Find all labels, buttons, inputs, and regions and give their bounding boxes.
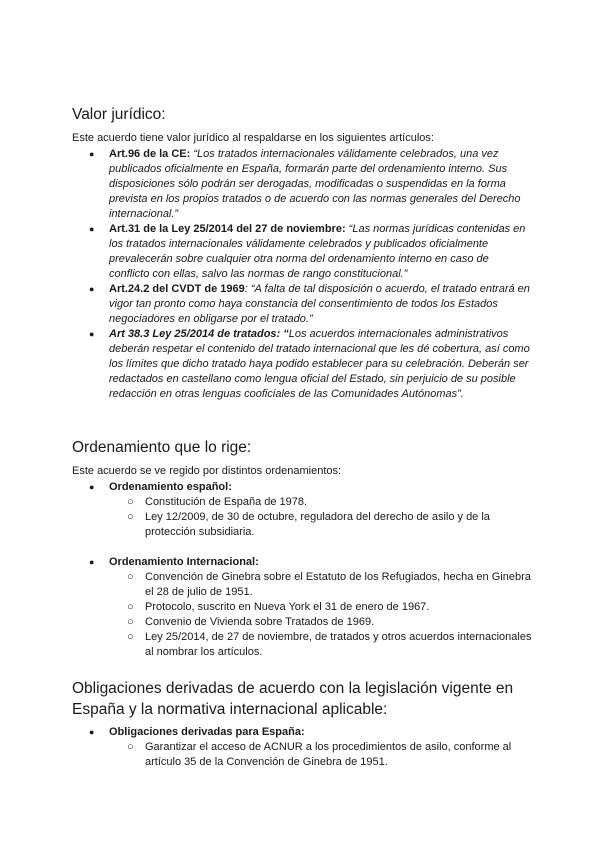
sub-item-text: Ley 12/2009, de 30 de octubre, reguladora del derecho de asilo y de la protección subsidiaria. <box>145 511 490 538</box>
sub-list <box>72 740 532 770</box>
sub-list-item <box>72 570 532 600</box>
article-quote: : “A falta de tal disposición o acuerdo, el tratado entrará en vigor tan pronto como haya constancia del consentimiento de todos los Estados negociadores en obligarse por el tratado.” <box>109 283 530 325</box>
ordenamientos-list <box>72 480 532 660</box>
bullet-icon: ● <box>89 224 95 234</box>
bullet-icon: ● <box>89 284 95 294</box>
articles-list <box>72 147 532 402</box>
article-label: Art.24.2 del CVDT de 1969 <box>109 283 245 295</box>
section-intro: Este acuerdo se ve regido por distintos ordenamientos: <box>72 465 342 477</box>
list-item <box>72 222 532 282</box>
sub-item-text: Convenio de Vivienda sobre Tratados de 1969. <box>145 616 375 628</box>
sub-bullet-icon: ○ <box>127 496 134 508</box>
sub-bullet-icon: ○ <box>127 631 134 643</box>
sub-list-item <box>72 495 532 510</box>
list-item <box>72 327 532 402</box>
article-label: Art 38.3 Ley 25/2014 de tratados: “ <box>109 328 289 340</box>
list-item <box>72 555 532 660</box>
document-body <box>72 104 532 770</box>
sub-list <box>72 570 532 660</box>
list-item <box>72 147 532 222</box>
sub-bullet-icon: ○ <box>127 601 134 613</box>
sub-list-item <box>72 630 532 660</box>
sub-list-item <box>72 615 532 630</box>
bullet-icon: ● <box>89 149 95 159</box>
bullet-icon: ● <box>89 557 95 567</box>
sub-list-item <box>72 510 532 540</box>
article-quote: “Las normas jurídicas contenidas en los tratados internacionales válidamente celebrados y publicados oficialmente prevalecerán sobre cualquier otra norma del ordenamiento interno en caso de conflicto con ellas, salvo las normas de rango constitucional.” <box>109 223 526 280</box>
section-intro: Este acuerdo tiene valor jurídico al respaldarse en los siguientes artículos: <box>72 132 434 144</box>
sub-item-text: Protocolo, suscrito en Nueva York el 31 de enero de 1967. <box>145 601 430 613</box>
sub-bullet-icon: ○ <box>127 616 134 628</box>
sub-list <box>72 495 532 540</box>
group-label: Ordenamiento Internacional: <box>109 556 259 568</box>
article-quote: “Los tratados internacionales válidamente celebrados, una vez publicados oficialmente en España, formarán parte del ordenamiento interno. Sus disposiciones sólo podrán ser derogadas, modificadas o suspendidas en la forma prevista en los propios tratados o de acuerdo con las normas generales del Derecho internacional.” <box>109 148 521 220</box>
sub-item-text: Convención de Ginebra sobre el Estatuto de los Refugiados, hecha en Ginebra el 28 de julio de 1951. <box>145 571 531 598</box>
obligaciones-list <box>72 725 532 770</box>
list-item <box>72 480 532 540</box>
sub-item-text: Ley 25/2014, de 27 de noviembre, de tratados y otros acuerdos internacionales al nombrar los artículos. <box>145 631 532 658</box>
bullet-icon: ● <box>89 329 95 339</box>
sub-list-item <box>72 600 532 615</box>
list-item <box>72 282 532 327</box>
sub-item-text: Garantizar el acceso de ACNUR a los procedimientos de asilo, conforme al artículo 35 de la Convención de Ginebra de 1951. <box>145 741 512 768</box>
article-label: Art.96 de la CE: <box>109 148 191 160</box>
list-item <box>72 725 532 770</box>
bullet-icon: ● <box>89 482 95 492</box>
section-heading-ordenamiento: Ordenamiento que lo rige: <box>72 439 252 456</box>
sub-bullet-icon: ○ <box>127 741 134 753</box>
bullet-icon: ● <box>89 727 95 737</box>
section-heading-obligaciones: Obligaciones derivadas de acuerdo con la legislación vigente en España y la normativa internacional aplicable: <box>72 680 514 718</box>
article-label: Art.31 de la Ley 25/2014 del 27 de noviembre: <box>109 223 346 235</box>
group-label: Obligaciones derivadas para España: <box>109 726 305 738</box>
sub-item-text: Constitución de España de 1978. <box>145 496 308 508</box>
group-label: Ordenamiento español: <box>109 481 232 493</box>
article-quote: Los acuerdos internacionales administrativos deberán respetar el contenido del tratado internacional que les dé cobertura, así como los límites que dicho tratado haya podido establecer para su celebración. Deberán ser redactados en castellano como lengua oficial del Estado, sin perjuicio de su posible redacción en otras lenguas cooficiales de las Comunidades Autónomas”. <box>109 328 530 400</box>
sub-list-item <box>72 740 532 770</box>
section-heading-valor-juridico: Valor jurídico: <box>72 106 166 123</box>
sub-bullet-icon: ○ <box>127 511 134 523</box>
sub-bullet-icon: ○ <box>127 571 134 583</box>
